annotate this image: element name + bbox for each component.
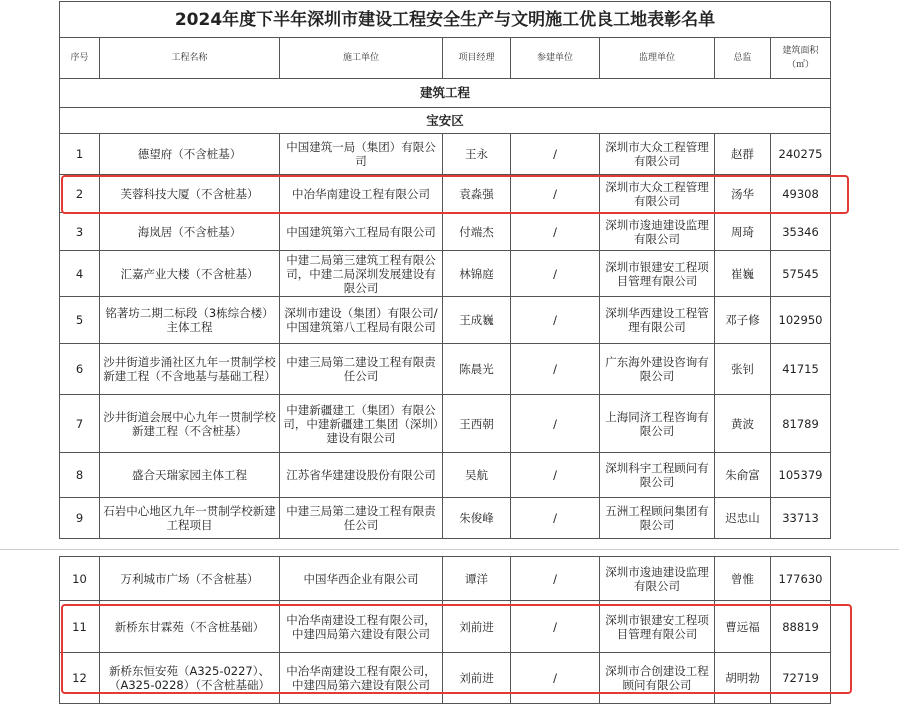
header-cell: 总监 [715, 38, 771, 79]
building-area: 88819 [771, 601, 831, 653]
row-number: 11 [60, 601, 100, 653]
supervision-company: 五洲工程顾问集团有限公司 [600, 498, 715, 539]
supervision-company: 深圳市逡迪建设监理有限公司 [600, 557, 715, 601]
project-name: 沙井街道会展中心九年一贯制学校新建工程（不含桩基） [100, 395, 280, 453]
building-area: 35346 [771, 213, 831, 251]
construction-company: 中建三局第二建设工程有限责任公司 [280, 344, 443, 395]
project-name: 新桥东恒安苑（A325-0227）、（A325-0228）（不含桩基础） [100, 653, 280, 704]
row-number: 1 [60, 134, 100, 175]
row-number: 3 [60, 213, 100, 251]
project-manager: 刘前进 [443, 601, 511, 653]
project-manager: 吴航 [443, 453, 511, 498]
row-number: 8 [60, 453, 100, 498]
participating-unit: / [511, 344, 600, 395]
header-row [60, 38, 831, 79]
table-row [60, 498, 831, 539]
participating-unit: / [511, 213, 600, 251]
table-row [60, 344, 831, 395]
participating-unit: / [511, 498, 600, 539]
project-manager: 谭洋 [443, 557, 511, 601]
chief-supervisor: 黄波 [715, 395, 771, 453]
chief-supervisor: 朱俞富 [715, 453, 771, 498]
table-row [60, 557, 831, 601]
chief-supervisor: 邓子修 [715, 297, 771, 344]
district-heading: 宝安区 [60, 108, 831, 134]
row-number: 5 [60, 297, 100, 344]
construction-company: 中冶华南建设工程有限公司，中建四局第六建设有限公司 [280, 601, 443, 653]
header-cell: 参建单位 [511, 38, 600, 79]
table-row [60, 395, 831, 453]
table-row [60, 134, 831, 175]
project-name: 盛合天瑞家园主体工程 [100, 453, 280, 498]
participating-unit: / [511, 601, 600, 653]
construction-company: 中冶华南建设工程有限公司，中建四局第六建设有限公司 [280, 653, 443, 704]
header-cell: 工程名称 [100, 38, 280, 79]
project-name: 德望府（不含桩基） [100, 134, 280, 175]
supervision-company: 深圳市大众工程管理有限公司 [600, 134, 715, 175]
header-cell: 项目经理 [443, 38, 511, 79]
supervision-company: 深圳科宇工程顾问有限公司 [600, 453, 715, 498]
supervision-company: 广东海外建设咨询有限公司 [600, 344, 715, 395]
project-manager: 袁淼强 [443, 175, 511, 213]
participating-unit: / [511, 653, 600, 704]
building-area: 41715 [771, 344, 831, 395]
construction-company: 中建二局第三建筑工程有限公司，中建二局深圳发展建设有限公司 [280, 251, 443, 297]
chief-supervisor: 赵群 [715, 134, 771, 175]
construction-company: 中建三局第二建设工程有限责任公司 [280, 498, 443, 539]
row-number: 6 [60, 344, 100, 395]
supervision-company: 深圳市逡迪建设监理有限公司 [600, 213, 715, 251]
building-area: 57545 [771, 251, 831, 297]
project-name: 芙蓉科技大厦（不含桩基） [100, 175, 280, 213]
chief-supervisor: 迟忠山 [715, 498, 771, 539]
project-manager: 王西朝 [443, 395, 511, 453]
table-row [60, 297, 831, 344]
chief-supervisor: 周琦 [715, 213, 771, 251]
project-name: 石岩中心地区九年一贯制学校新建工程项目 [100, 498, 280, 539]
project-manager: 付端杰 [443, 213, 511, 251]
chief-supervisor: 胡明勃 [715, 653, 771, 704]
header-cell: 施工单位 [280, 38, 443, 79]
participating-unit: / [511, 297, 600, 344]
row-number: 9 [60, 498, 100, 539]
header-cell: 建筑面积（㎡） [771, 38, 831, 79]
chief-supervisor: 曹远福 [715, 601, 771, 653]
participating-unit: / [511, 175, 600, 213]
project-name: 汇嘉产业大楼（不含桩基） [100, 251, 280, 297]
project-manager: 朱俊峰 [443, 498, 511, 539]
table-row [60, 251, 831, 297]
chief-supervisor: 曾惟 [715, 557, 771, 601]
supervision-company: 上海同济工程咨询有限公司 [600, 395, 715, 453]
participating-unit: / [511, 395, 600, 453]
highlight-box-rows-11-12 [61, 604, 852, 694]
construction-company: 江苏省华建建设股份有限公司 [280, 453, 443, 498]
project-manager: 王永 [443, 134, 511, 175]
building-area: 240275 [771, 134, 831, 175]
chief-supervisor: 崔巍 [715, 251, 771, 297]
building-area: 81789 [771, 395, 831, 453]
building-area: 177630 [771, 557, 831, 601]
header-cell: 序号 [60, 38, 100, 79]
project-manager: 林锦庭 [443, 251, 511, 297]
chief-supervisor: 张钊 [715, 344, 771, 395]
construction-company: 中建新疆建工（集团）有限公司，中建新疆建工集团（深圳）建设有限公司 [280, 395, 443, 453]
row-number: 10 [60, 557, 100, 601]
header-cell: 监理单位 [600, 38, 715, 79]
construction-company: 中国建筑一局（集团）有限公司 [280, 134, 443, 175]
page-break-line [0, 549, 899, 550]
supervision-company: 深圳市大众工程管理有限公司 [600, 175, 715, 213]
supervision-company: 深圳市合创建设工程顾问有限公司 [600, 653, 715, 704]
project-manager: 王成巍 [443, 297, 511, 344]
table-row [60, 453, 831, 498]
award-table [59, 1, 831, 539]
supervision-company: 深圳市银建安工程项目管理有限公司 [600, 251, 715, 297]
building-area: 72719 [771, 653, 831, 704]
project-name: 铭著坊二期二标段（3栋综合楼）主体工程 [100, 297, 280, 344]
supervision-company: 深圳市银建安工程项目管理有限公司 [600, 601, 715, 653]
building-area: 105379 [771, 453, 831, 498]
construction-company: 中国建筑第六工程局有限公司 [280, 213, 443, 251]
row-number: 2 [60, 175, 100, 213]
table-row [60, 213, 831, 251]
section-heading: 建筑工程 [60, 79, 831, 108]
supervision-company: 深圳华西建设工程管理有限公司 [600, 297, 715, 344]
project-manager: 陈晨光 [443, 344, 511, 395]
project-name: 沙井街道步涌社区九年一贯制学校新建工程（不含地基与基础工程） [100, 344, 280, 395]
building-area: 102950 [771, 297, 831, 344]
participating-unit: / [511, 557, 600, 601]
construction-company: 深圳市建设（集团）有限公司/中国建筑第八工程局有限公司 [280, 297, 443, 344]
row-number: 12 [60, 653, 100, 704]
construction-company: 中冶华南建设工程有限公司 [280, 175, 443, 213]
project-name: 海岚居（不含桩基） [100, 213, 280, 251]
highlight-box-row-2 [61, 175, 849, 214]
chief-supervisor: 汤华 [715, 175, 771, 213]
row-number: 7 [60, 395, 100, 453]
construction-company: 中国华西企业有限公司 [280, 557, 443, 601]
building-area: 49308 [771, 175, 831, 213]
participating-unit: / [511, 251, 600, 297]
participating-unit: / [511, 453, 600, 498]
row-number: 4 [60, 251, 100, 297]
project-manager: 刘前进 [443, 653, 511, 704]
participating-unit: / [511, 134, 600, 175]
project-name: 万利城市广场（不含桩基） [100, 557, 280, 601]
building-area: 33713 [771, 498, 831, 539]
table-title: 2024年度下半年深圳市建设工程安全生产与文明施工优良工地表彰名单 [60, 2, 831, 38]
project-name: 新桥东甘霖苑（不含桩基础） [100, 601, 280, 653]
